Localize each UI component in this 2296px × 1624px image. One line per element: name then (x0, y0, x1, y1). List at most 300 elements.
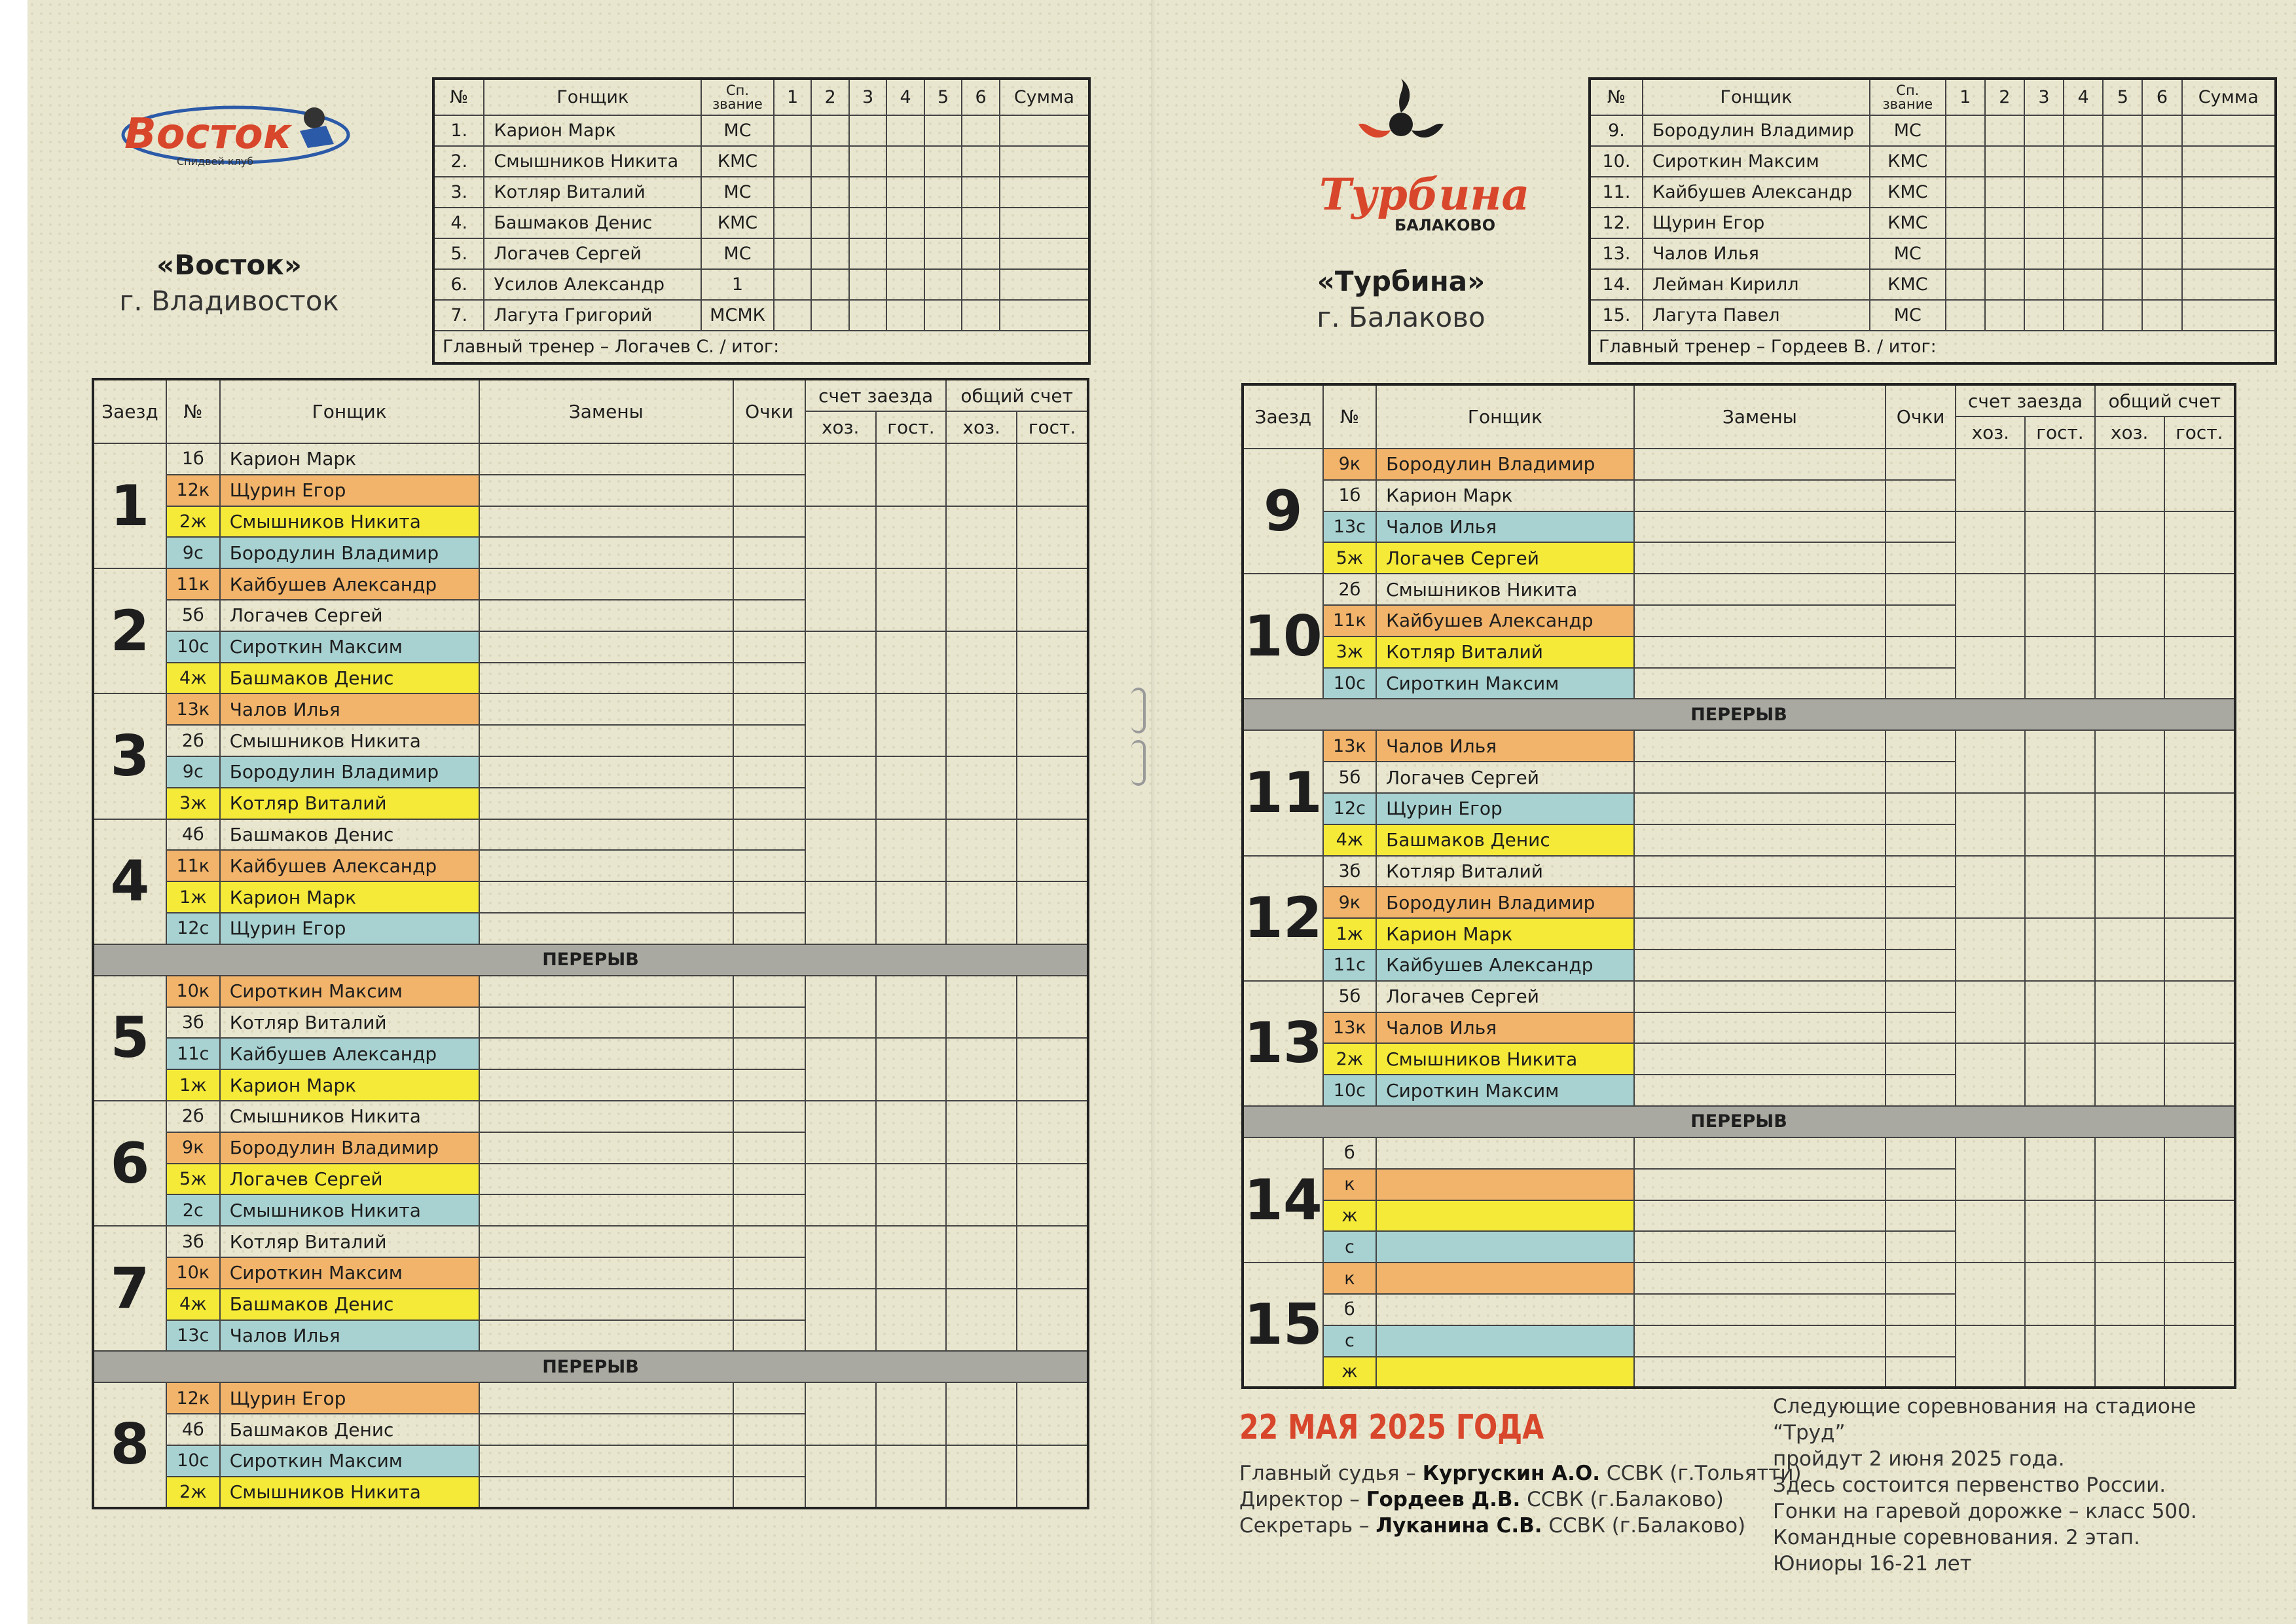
substitution-cell[interactable] (479, 1132, 733, 1164)
total-score-guest-cell[interactable] (2164, 1263, 2235, 1325)
total-score-home-cell[interactable] (946, 819, 1017, 882)
substitution-cell[interactable] (1634, 762, 1886, 793)
substitution-cell[interactable] (1634, 856, 1886, 887)
substitution-cell[interactable] (479, 506, 733, 538)
heat-score-guest-cell[interactable] (876, 1445, 947, 1508)
substitution-cell[interactable] (479, 850, 733, 881)
points-cell[interactable] (1886, 1357, 1956, 1388)
total-score-guest-cell[interactable] (1017, 631, 1088, 694)
total-score-guest-cell[interactable] (1017, 568, 1088, 631)
roster-score-cell[interactable] (924, 208, 962, 238)
substitution-cell[interactable] (1634, 511, 1886, 543)
points-cell[interactable] (1886, 1012, 1956, 1044)
substitution-cell[interactable] (479, 443, 733, 475)
substitution-cell[interactable] (1634, 793, 1886, 824)
total-score-guest-cell[interactable] (1017, 506, 1088, 569)
total-score-home-cell[interactable] (946, 506, 1017, 569)
points-cell[interactable] (733, 1445, 805, 1477)
total-score-guest-cell[interactable] (1017, 1101, 1088, 1164)
total-score-home-cell[interactable] (2095, 1325, 2164, 1388)
roster-score-cell[interactable] (811, 300, 849, 331)
heat-score-home-cell[interactable] (1956, 793, 2025, 856)
substitution-cell[interactable] (479, 600, 733, 631)
heat-score-guest-cell[interactable] (876, 1226, 947, 1289)
substitution-cell[interactable] (1634, 1169, 1886, 1200)
substitution-cell[interactable] (1634, 542, 1886, 574)
roster-score-cell[interactable] (2103, 269, 2142, 300)
total-score-guest-cell[interactable] (1017, 756, 1088, 819)
points-cell[interactable] (1886, 762, 1956, 793)
substitution-cell[interactable] (1634, 1357, 1886, 1388)
roster-score-cell[interactable] (1985, 269, 2024, 300)
roster-score-cell[interactable] (2064, 300, 2103, 331)
roster-score-cell[interactable] (2024, 238, 2064, 269)
total-score-guest-cell[interactable] (2164, 511, 2235, 574)
points-cell[interactable] (1886, 605, 1956, 637)
heat-score-home-cell[interactable] (805, 506, 876, 569)
heat-score-guest-cell[interactable] (2025, 793, 2094, 856)
points-cell[interactable] (733, 1101, 805, 1132)
roster-score-cell[interactable] (811, 238, 849, 269)
points-cell[interactable] (1886, 480, 1956, 511)
heat-score-home-cell[interactable] (805, 1445, 876, 1508)
heat-score-home-cell[interactable] (1956, 637, 2025, 699)
heat-score-home-cell[interactable] (805, 1164, 876, 1227)
substitution-cell[interactable] (479, 756, 733, 788)
substitution-cell[interactable] (1634, 1263, 1886, 1294)
roster-score-cell[interactable] (886, 208, 924, 238)
points-cell[interactable] (733, 725, 805, 756)
total-score-home-cell[interactable] (946, 1226, 1017, 1289)
total-score-home-cell[interactable] (946, 631, 1017, 694)
points-cell[interactable] (1886, 1169, 1956, 1200)
roster-score-cell[interactable] (811, 177, 849, 208)
substitution-cell[interactable] (479, 913, 733, 944)
total-score-guest-cell[interactable] (2164, 730, 2235, 793)
heat-score-guest-cell[interactable] (2025, 918, 2094, 981)
roster-score-cell[interactable] (2142, 238, 2181, 269)
roster-score-cell[interactable] (886, 269, 924, 300)
points-cell[interactable] (733, 1226, 805, 1257)
roster-score-cell[interactable] (2142, 177, 2181, 208)
total-score-home-cell[interactable] (2095, 856, 2164, 919)
roster-score-cell[interactable] (924, 300, 962, 331)
roster-score-cell[interactable] (924, 269, 962, 300)
total-score-guest-cell[interactable] (1017, 881, 1088, 944)
total-score-home-cell[interactable] (946, 1382, 1017, 1445)
total-score-guest-cell[interactable] (2164, 1043, 2235, 1106)
roster-score-cell[interactable] (1000, 177, 1089, 208)
points-cell[interactable] (1886, 1043, 1956, 1075)
points-cell[interactable] (1886, 950, 1956, 981)
heat-score-home-cell[interactable] (1956, 511, 2025, 574)
heat-score-guest-cell[interactable] (2025, 730, 2094, 793)
points-cell[interactable] (733, 537, 805, 568)
total-score-guest-cell[interactable] (1017, 1226, 1088, 1289)
roster-score-cell[interactable] (1946, 269, 1985, 300)
heat-score-guest-cell[interactable] (2025, 1263, 2094, 1325)
substitution-cell[interactable] (479, 1477, 733, 1508)
substitution-cell[interactable] (1634, 1294, 1886, 1325)
points-cell[interactable] (1886, 730, 1956, 762)
roster-score-cell[interactable] (774, 115, 812, 146)
total-score-guest-cell[interactable] (2164, 793, 2235, 856)
total-score-guest-cell[interactable] (2164, 981, 2235, 1044)
heat-score-guest-cell[interactable] (2025, 637, 2094, 699)
points-cell[interactable] (733, 756, 805, 788)
substitution-cell[interactable] (1634, 1325, 1886, 1357)
heat-score-home-cell[interactable] (805, 443, 876, 506)
substitution-cell[interactable] (479, 631, 733, 663)
roster-score-cell[interactable] (811, 146, 849, 177)
heat-score-home-cell[interactable] (1956, 730, 2025, 793)
roster-score-cell[interactable] (886, 177, 924, 208)
heat-score-guest-cell[interactable] (2025, 981, 2094, 1044)
heat-score-guest-cell[interactable] (876, 1382, 947, 1445)
roster-score-cell[interactable] (2064, 238, 2103, 269)
substitution-cell[interactable] (1634, 637, 1886, 668)
points-cell[interactable] (1886, 449, 1956, 480)
total-score-home-cell[interactable] (2095, 981, 2164, 1044)
total-score-guest-cell[interactable] (2164, 1200, 2235, 1263)
roster-score-cell[interactable] (962, 177, 1000, 208)
roster-score-cell[interactable] (2064, 115, 2103, 146)
total-score-guest-cell[interactable] (1017, 1164, 1088, 1227)
substitution-cell[interactable] (479, 693, 733, 725)
points-cell[interactable] (1886, 1294, 1956, 1325)
roster-score-cell[interactable] (2024, 269, 2064, 300)
total-score-guest-cell[interactable] (2164, 574, 2235, 637)
heat-score-home-cell[interactable] (805, 881, 876, 944)
points-cell[interactable] (1886, 793, 1956, 824)
roster-score-cell[interactable] (1946, 146, 1985, 177)
roster-score-cell[interactable] (774, 238, 812, 269)
points-cell[interactable] (733, 631, 805, 663)
roster-score-cell[interactable] (849, 177, 887, 208)
roster-score-cell[interactable] (1985, 146, 2024, 177)
total-score-home-cell[interactable] (2095, 449, 2164, 511)
roster-score-cell[interactable] (2064, 146, 2103, 177)
heat-score-home-cell[interactable] (1956, 574, 2025, 637)
roster-score-cell[interactable] (962, 208, 1000, 238)
roster-score-cell[interactable] (2064, 208, 2103, 238)
roster-score-cell[interactable] (774, 177, 812, 208)
total-score-home-cell[interactable] (946, 1101, 1017, 1164)
points-cell[interactable] (733, 443, 805, 475)
points-cell[interactable] (733, 1320, 805, 1352)
roster-score-cell[interactable] (2142, 208, 2181, 238)
points-cell[interactable] (733, 1007, 805, 1039)
roster-score-cell[interactable] (849, 238, 887, 269)
roster-score-cell[interactable] (962, 115, 1000, 146)
roster-score-cell[interactable] (1985, 115, 2024, 146)
roster-score-cell[interactable] (2182, 208, 2276, 238)
points-cell[interactable] (733, 1414, 805, 1445)
roster-score-cell[interactable] (1946, 208, 1985, 238)
total-score-home-cell[interactable] (946, 693, 1017, 756)
substitution-cell[interactable] (479, 1382, 733, 1414)
points-cell[interactable] (733, 663, 805, 694)
roster-score-cell[interactable] (1000, 269, 1089, 300)
heat-score-guest-cell[interactable] (876, 1038, 947, 1101)
substitution-cell[interactable] (1634, 887, 1886, 918)
heat-score-guest-cell[interactable] (876, 1289, 947, 1352)
heat-score-home-cell[interactable] (805, 693, 876, 756)
points-cell[interactable] (733, 1194, 805, 1226)
heat-score-guest-cell[interactable] (876, 756, 947, 819)
heat-score-home-cell[interactable] (805, 568, 876, 631)
total-score-home-cell[interactable] (946, 1445, 1017, 1508)
points-cell[interactable] (1886, 1200, 1956, 1232)
heat-score-home-cell[interactable] (805, 1382, 876, 1445)
heat-score-home-cell[interactable] (805, 819, 876, 882)
total-score-home-cell[interactable] (2095, 1200, 2164, 1263)
roster-score-cell[interactable] (1000, 115, 1089, 146)
substitution-cell[interactable] (479, 1101, 733, 1132)
roster-score-cell[interactable] (924, 146, 962, 177)
points-cell[interactable] (1886, 637, 1956, 668)
heat-score-guest-cell[interactable] (2025, 574, 2094, 637)
substitution-cell[interactable] (1634, 605, 1886, 637)
roster-score-cell[interactable] (811, 115, 849, 146)
points-cell[interactable] (733, 1164, 805, 1195)
heat-score-home-cell[interactable] (805, 1289, 876, 1352)
heat-score-home-cell[interactable] (1956, 1325, 2025, 1388)
substitution-cell[interactable] (1634, 918, 1886, 950)
substitution-cell[interactable] (1634, 1231, 1886, 1263)
roster-score-cell[interactable] (2103, 300, 2142, 331)
substitution-cell[interactable] (1634, 730, 1886, 762)
substitution-cell[interactable] (1634, 981, 1886, 1012)
total-score-guest-cell[interactable] (1017, 819, 1088, 882)
total-score-home-cell[interactable] (2095, 1137, 2164, 1200)
roster-score-cell[interactable] (2024, 115, 2064, 146)
total-score-guest-cell[interactable] (2164, 1325, 2235, 1388)
heat-score-guest-cell[interactable] (2025, 1325, 2094, 1388)
total-score-home-cell[interactable] (946, 881, 1017, 944)
points-cell[interactable] (733, 1382, 805, 1414)
heat-score-guest-cell[interactable] (2025, 1137, 2094, 1200)
heat-score-home-cell[interactable] (1956, 918, 2025, 981)
points-cell[interactable] (1886, 1263, 1956, 1294)
roster-score-cell[interactable] (2182, 238, 2276, 269)
roster-score-cell[interactable] (2024, 300, 2064, 331)
heat-score-guest-cell[interactable] (876, 819, 947, 882)
roster-score-cell[interactable] (1985, 300, 2024, 331)
heat-score-home-cell[interactable] (805, 976, 876, 1039)
roster-score-cell[interactable] (2142, 146, 2181, 177)
roster-score-cell[interactable] (2024, 146, 2064, 177)
total-score-home-cell[interactable] (2095, 730, 2164, 793)
roster-score-cell[interactable] (962, 300, 1000, 331)
roster-score-cell[interactable] (849, 146, 887, 177)
roster-score-cell[interactable] (2182, 146, 2276, 177)
substitution-cell[interactable] (479, 1226, 733, 1257)
points-cell[interactable] (1886, 856, 1956, 887)
roster-score-cell[interactable] (1985, 208, 2024, 238)
total-score-home-cell[interactable] (946, 1164, 1017, 1227)
total-score-guest-cell[interactable] (2164, 856, 2235, 919)
heat-score-home-cell[interactable] (805, 631, 876, 694)
points-cell[interactable] (733, 788, 805, 819)
roster-score-cell[interactable] (2103, 177, 2142, 208)
roster-score-cell[interactable] (1000, 146, 1089, 177)
roster-score-cell[interactable] (886, 238, 924, 269)
heat-score-home-cell[interactable] (1956, 449, 2025, 511)
substitution-cell[interactable] (1634, 1043, 1886, 1075)
points-cell[interactable] (733, 475, 805, 506)
roster-score-cell[interactable] (774, 208, 812, 238)
roster-score-cell[interactable] (2142, 115, 2181, 146)
roster-score-cell[interactable] (2103, 146, 2142, 177)
substitution-cell[interactable] (1634, 1075, 1886, 1106)
substitution-cell[interactable] (479, 537, 733, 568)
substitution-cell[interactable] (1634, 824, 1886, 856)
roster-score-cell[interactable] (886, 300, 924, 331)
heat-score-guest-cell[interactable] (876, 506, 947, 569)
points-cell[interactable] (733, 1289, 805, 1320)
roster-score-cell[interactable] (886, 146, 924, 177)
heat-score-home-cell[interactable] (1956, 1200, 2025, 1263)
heat-score-guest-cell[interactable] (876, 1164, 947, 1227)
points-cell[interactable] (733, 850, 805, 881)
substitution-cell[interactable] (479, 819, 733, 851)
total-score-home-cell[interactable] (946, 568, 1017, 631)
roster-score-cell[interactable] (962, 269, 1000, 300)
points-cell[interactable] (1886, 887, 1956, 918)
total-score-home-cell[interactable] (2095, 511, 2164, 574)
roster-score-cell[interactable] (2103, 238, 2142, 269)
points-cell[interactable] (733, 881, 805, 913)
heat-score-guest-cell[interactable] (2025, 449, 2094, 511)
roster-score-cell[interactable] (2103, 208, 2142, 238)
points-cell[interactable] (733, 506, 805, 538)
points-cell[interactable] (733, 693, 805, 725)
heat-score-home-cell[interactable] (1956, 1263, 2025, 1325)
heat-score-home-cell[interactable] (1956, 1137, 2025, 1200)
total-score-home-cell[interactable] (946, 1038, 1017, 1101)
roster-score-cell[interactable] (2182, 300, 2276, 331)
heat-score-guest-cell[interactable] (2025, 511, 2094, 574)
roster-score-cell[interactable] (2182, 177, 2276, 208)
substitution-cell[interactable] (479, 568, 733, 600)
total-score-guest-cell[interactable] (1017, 1038, 1088, 1101)
heat-score-guest-cell[interactable] (876, 693, 947, 756)
heat-score-guest-cell[interactable] (876, 1101, 947, 1164)
roster-score-cell[interactable] (886, 115, 924, 146)
roster-score-cell[interactable] (924, 177, 962, 208)
substitution-cell[interactable] (479, 881, 733, 913)
heat-score-home-cell[interactable] (805, 1101, 876, 1164)
points-cell[interactable] (1886, 1137, 1956, 1169)
points-cell[interactable] (1886, 981, 1956, 1012)
points-cell[interactable] (733, 1132, 805, 1164)
substitution-cell[interactable] (479, 1414, 733, 1445)
points-cell[interactable] (1886, 1325, 1956, 1357)
heat-score-guest-cell[interactable] (876, 443, 947, 506)
heat-score-guest-cell[interactable] (876, 976, 947, 1039)
substitution-cell[interactable] (1634, 574, 1886, 605)
roster-score-cell[interactable] (849, 208, 887, 238)
heat-score-guest-cell[interactable] (876, 568, 947, 631)
points-cell[interactable] (733, 913, 805, 944)
points-cell[interactable] (733, 1477, 805, 1508)
heat-score-home-cell[interactable] (1956, 981, 2025, 1044)
substitution-cell[interactable] (1634, 449, 1886, 480)
total-score-home-cell[interactable] (946, 976, 1017, 1039)
points-cell[interactable] (733, 1257, 805, 1289)
roster-score-cell[interactable] (1946, 177, 1985, 208)
total-score-home-cell[interactable] (946, 1289, 1017, 1352)
substitution-cell[interactable] (1634, 1137, 1886, 1169)
heat-score-home-cell[interactable] (1956, 1043, 2025, 1106)
total-score-home-cell[interactable] (2095, 918, 2164, 981)
roster-score-cell[interactable] (2064, 269, 2103, 300)
roster-score-cell[interactable] (1000, 300, 1089, 331)
roster-score-cell[interactable] (2024, 208, 2064, 238)
total-score-guest-cell[interactable] (1017, 1445, 1088, 1508)
points-cell[interactable] (733, 1038, 805, 1069)
roster-score-cell[interactable] (924, 238, 962, 269)
total-score-home-cell[interactable] (2095, 574, 2164, 637)
points-cell[interactable] (733, 1069, 805, 1101)
roster-score-cell[interactable] (774, 146, 812, 177)
roster-score-cell[interactable] (1000, 238, 1089, 269)
substitution-cell[interactable] (1634, 1200, 1886, 1232)
substitution-cell[interactable] (1634, 950, 1886, 981)
points-cell[interactable] (1886, 1075, 1956, 1106)
points-cell[interactable] (733, 976, 805, 1007)
total-score-guest-cell[interactable] (2164, 637, 2235, 699)
roster-score-cell[interactable] (849, 300, 887, 331)
total-score-home-cell[interactable] (2095, 1043, 2164, 1106)
heat-score-guest-cell[interactable] (2025, 856, 2094, 919)
roster-score-cell[interactable] (1946, 115, 1985, 146)
heat-score-home-cell[interactable] (805, 756, 876, 819)
roster-score-cell[interactable] (774, 269, 812, 300)
substitution-cell[interactable] (479, 1320, 733, 1352)
heat-score-guest-cell[interactable] (876, 881, 947, 944)
substitution-cell[interactable] (1634, 668, 1886, 699)
substitution-cell[interactable] (479, 475, 733, 506)
points-cell[interactable] (1886, 918, 1956, 950)
roster-score-cell[interactable] (849, 269, 887, 300)
substitution-cell[interactable] (479, 788, 733, 819)
roster-score-cell[interactable] (2024, 177, 2064, 208)
points-cell[interactable] (733, 568, 805, 600)
heat-score-guest-cell[interactable] (2025, 1043, 2094, 1106)
heat-score-guest-cell[interactable] (876, 631, 947, 694)
heat-score-home-cell[interactable] (1956, 856, 2025, 919)
substitution-cell[interactable] (479, 1257, 733, 1289)
points-cell[interactable] (1886, 542, 1956, 574)
roster-score-cell[interactable] (962, 238, 1000, 269)
substitution-cell[interactable] (479, 976, 733, 1007)
substitution-cell[interactable] (479, 1038, 733, 1069)
roster-score-cell[interactable] (1000, 208, 1089, 238)
substitution-cell[interactable] (479, 1069, 733, 1101)
roster-score-cell[interactable] (2103, 115, 2142, 146)
roster-score-cell[interactable] (1946, 300, 1985, 331)
total-score-guest-cell[interactable] (1017, 693, 1088, 756)
roster-score-cell[interactable] (962, 146, 1000, 177)
substitution-cell[interactable] (479, 1289, 733, 1320)
total-score-guest-cell[interactable] (2164, 1137, 2235, 1200)
heat-score-home-cell[interactable] (805, 1226, 876, 1289)
total-score-home-cell[interactable] (2095, 793, 2164, 856)
substitution-cell[interactable] (1634, 1012, 1886, 1044)
roster-score-cell[interactable] (1985, 238, 2024, 269)
